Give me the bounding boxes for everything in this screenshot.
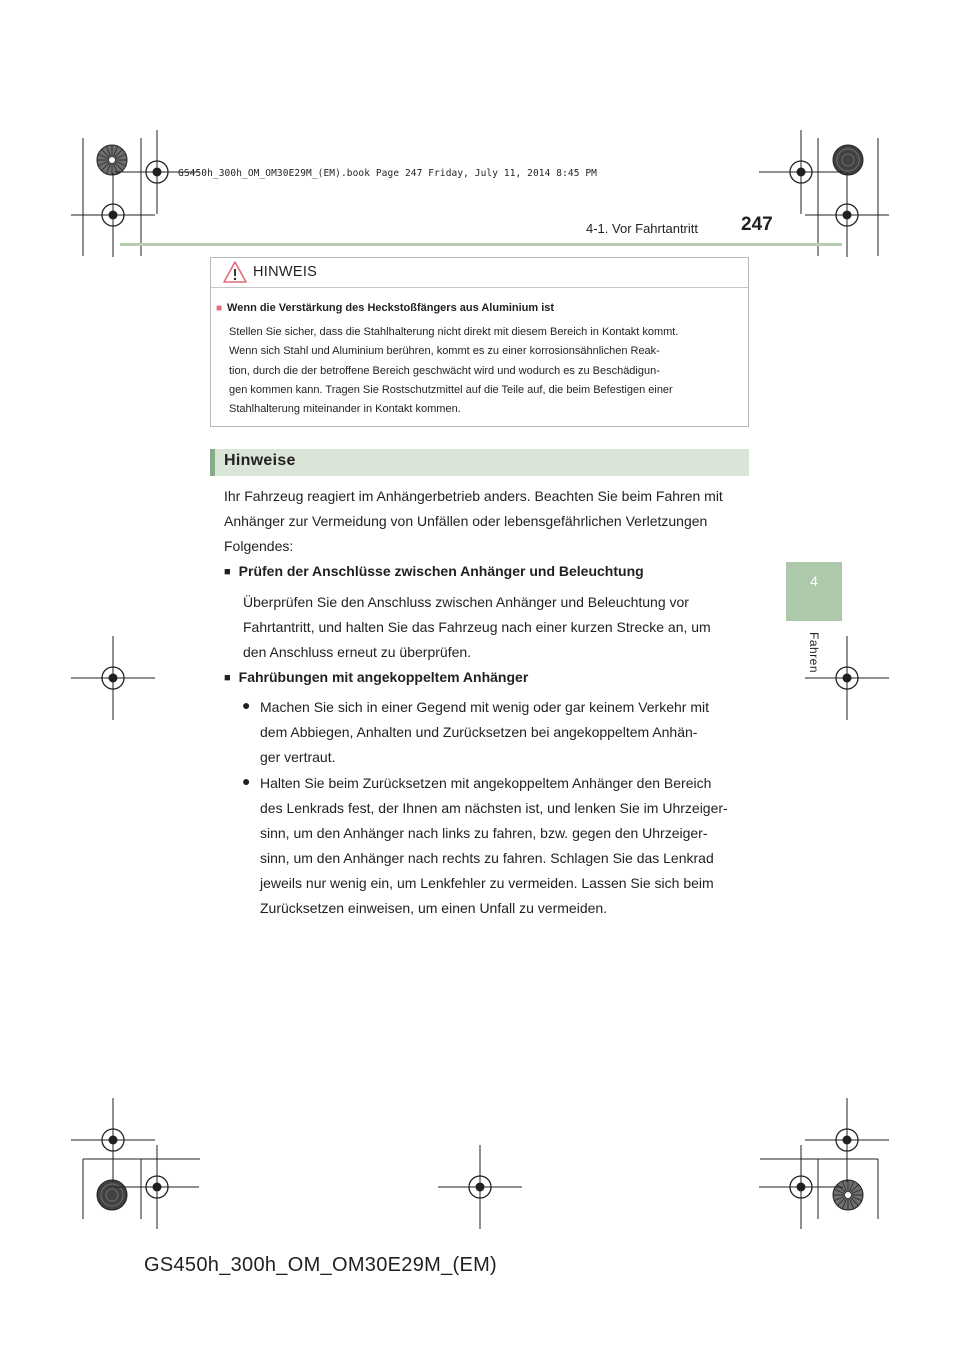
bullet2-line: des Lenkrads fest, der Ihnen am nächsten ist, und lenken Sie im Uhrzeiger- bbox=[260, 800, 728, 816]
section-title: 4-1. Vor Fahrtantritt bbox=[586, 221, 698, 236]
bullet1-line: ger vertraut. bbox=[260, 749, 336, 765]
bullet2-paragraph bbox=[260, 771, 746, 921]
round-bullet-icon: ● bbox=[242, 697, 251, 713]
section1-heading-text: Prüfen der Anschlüsse zwischen Anhänger und Beleuchtung bbox=[238, 563, 644, 579]
intro-paragraph bbox=[224, 484, 746, 559]
hints-bar-accent bbox=[210, 449, 215, 476]
notice-line: gen kommen kann. Tragen Sie Rostschutzmittel auf die Teile auf, die beim Befestigen einer bbox=[229, 383, 673, 396]
chapter-number: 4 bbox=[810, 573, 818, 589]
section1-line: den Anschluss erneut zu überprüfen. bbox=[243, 644, 472, 660]
notice-line: tion, durch die der betroffene Bereich geschwächt wird und wodurch es zu Beschädigun- bbox=[229, 364, 660, 377]
section1-line: Überprüfen Sie den Anschluss zwischen Anhänger und Beleuchtung vor bbox=[243, 594, 689, 610]
notice-heading bbox=[216, 302, 554, 314]
bullet1-paragraph bbox=[260, 695, 746, 770]
intro-line: Folgendes: bbox=[224, 538, 294, 554]
section2-heading-text: Fahrübungen mit angekoppeltem Anhänger bbox=[238, 669, 529, 685]
square-bullet-icon: ■ bbox=[224, 672, 231, 684]
hints-title: Hinweise bbox=[224, 452, 296, 469]
notice-line: Stellen Sie sicher, dass die Stahlhalterung nicht direkt mit diesem Bereich in Kontakt kommt. bbox=[229, 326, 679, 338]
bullet2-line: jeweils nur wenig ein, um Lenkfehler zu vermeiden. Lassen Sie sich beim bbox=[260, 875, 714, 891]
intro-line: Anhänger zur Vermeidung von Unfällen oder lebensgefährlichen Verletzungen bbox=[224, 513, 708, 529]
square-bullet-icon: ■ bbox=[216, 303, 223, 314]
print-info-line: GS450h_300h_OM_OM30E29M_(EM).book Page 247 Friday, July 11, 2014 8:45 PM bbox=[178, 168, 598, 179]
bullet2-line: sinn, um den Anhänger nach links zu fahren, bzw. gegen den Uhrzeiger- bbox=[260, 825, 708, 841]
notice-title: HINWEIS bbox=[253, 264, 318, 280]
notice-line: Wenn sich Stahl und Aluminium berühren, kommt es zu einer korrosionsähnlichen Reak- bbox=[229, 345, 660, 358]
warning-triangle-icon bbox=[222, 260, 248, 284]
bullet1-line: Machen Sie sich in einer Gegend mit wenig oder gar keinem Verkehr mit bbox=[260, 699, 709, 715]
round-bullet-icon: ● bbox=[242, 773, 251, 789]
section2-heading bbox=[224, 669, 528, 685]
chapter-label: Fahren bbox=[807, 632, 821, 674]
intro-line: Ihr Fahrzeug reagiert im Anhängerbetrieb anders. Beachten Sie beim Fahren mit bbox=[224, 488, 723, 504]
footer-document-code: GS450h_300h_OM_OM30E29M_(EM) bbox=[144, 1254, 498, 1276]
section1-line: Fahrtantritt, und halten Sie das Fahrzeug nach einer kurzen Strecke an, um bbox=[243, 619, 711, 635]
notice-heading-text: Wenn die Verstärkung des Heckstoßfängers aus Aluminium ist bbox=[227, 302, 555, 314]
square-bullet-icon: ■ bbox=[224, 566, 231, 578]
notice-separator bbox=[211, 287, 748, 288]
section1-paragraph bbox=[243, 590, 746, 665]
bullet2-line: Zurücksetzen einweisen, um einen Unfall zu vermeiden. bbox=[260, 900, 608, 916]
section1-heading bbox=[224, 563, 644, 579]
chapter-tab bbox=[786, 562, 842, 621]
notice-line: Stahlhalterung miteinander in Kontakt kommen. bbox=[229, 403, 461, 416]
header-rule bbox=[120, 243, 842, 246]
page-number: 247 bbox=[741, 214, 773, 235]
bullet2-line: Halten Sie beim Zurücksetzen mit angekoppeltem Anhänger den Bereich bbox=[260, 775, 712, 791]
bullet2-line: sinn, um den Anhänger nach rechts zu fahren. Schlagen Sie das Lenkrad bbox=[260, 850, 714, 866]
notice-body bbox=[229, 323, 740, 419]
bullet1-line: dem Abbiegen, Anhalten und Zurücksetzen bei angekoppeltem Anhän- bbox=[260, 724, 698, 740]
